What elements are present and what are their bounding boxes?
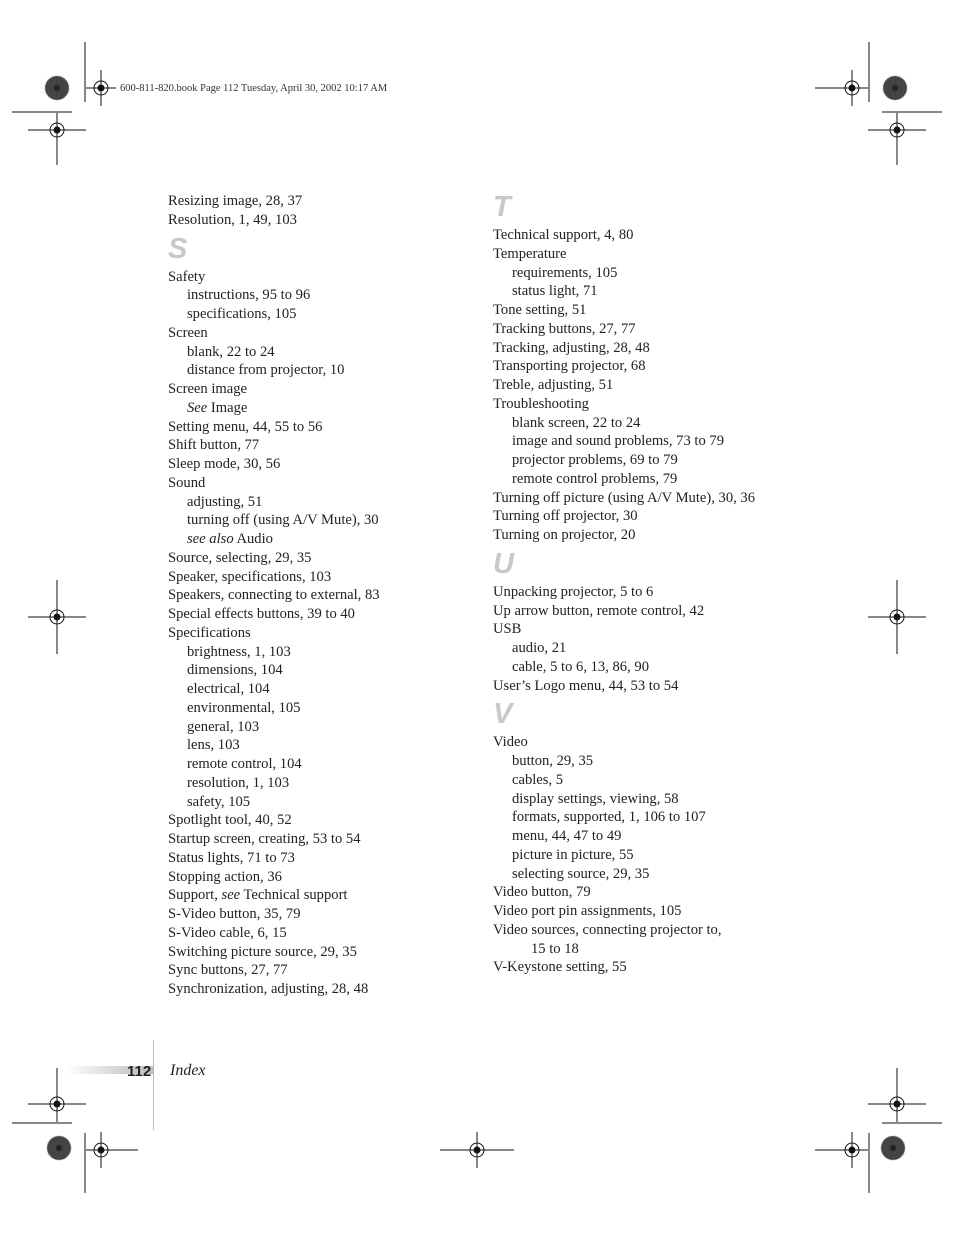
- registration-target-icon: [868, 580, 926, 654]
- index-entry: Transporting projector, 68: [493, 358, 646, 375]
- index-subentry: selecting source, 29, 35: [512, 865, 650, 882]
- star-target-icon: [881, 1136, 905, 1160]
- index-subentry: cables, 5: [512, 771, 564, 788]
- index-subentry: electrical, 104: [187, 681, 270, 697]
- index-entry: Turning off picture (using A/V Mute), 30, 36: [493, 489, 756, 506]
- index-entry: Speakers, connecting to external, 83: [168, 587, 380, 604]
- index-subentry: projector problems, 69 to 79: [512, 452, 678, 468]
- index-entry: Video sources, connecting projector to,: [493, 921, 722, 938]
- book-header-info: 600-811-820.book Page 112 Tuesday, April 30, 2002 10:17 AM: [120, 83, 388, 94]
- index-subentry: remote control, 104: [187, 756, 302, 772]
- index-subentry: See Image: [187, 399, 248, 416]
- index-subentry: cable, 5 to 6, 13, 86, 90: [512, 658, 649, 675]
- index-entry: Video port pin assignments, 105: [493, 903, 682, 919]
- index-entry: Troubleshooting: [493, 395, 589, 412]
- index-entry: Safety: [168, 268, 206, 285]
- registration-target-icon: [440, 1132, 514, 1168]
- index-entry: Synchronization, adjusting, 28, 48: [168, 981, 369, 997]
- index-subentry: dimensions, 104: [187, 662, 283, 679]
- index-entry: S-Video button, 35, 79: [168, 906, 301, 922]
- star-target-icon: [883, 76, 907, 100]
- section-name: Index: [170, 1062, 206, 1079]
- index-subentry: lens, 103: [187, 737, 240, 754]
- index-subentry: turning off (using A/V Mute), 30: [187, 512, 379, 529]
- index-subentry: audio, 21: [512, 640, 567, 656]
- index-entry: S-Video cable, 6, 15: [168, 924, 287, 941]
- index-subentry: resolution, 1, 103: [187, 774, 290, 791]
- index-subentry: button, 29, 35: [512, 753, 594, 769]
- index-entry: Turning off projector, 30: [493, 508, 638, 525]
- index-subentry: blank screen, 22 to 24: [512, 414, 641, 431]
- index-entry: Stopping action, 36: [168, 868, 282, 885]
- index-subentry: instructions, 95 to 96: [187, 287, 311, 304]
- index-letter-heading: U: [493, 547, 514, 580]
- index-subentry: display settings, viewing, 58: [512, 790, 679, 807]
- index-entry: Unpacking projector, 5 to 6: [493, 583, 654, 600]
- index-subentry: distance from projector, 10: [187, 362, 345, 379]
- index-entry: Setting menu, 44, 55 to 56: [168, 418, 323, 435]
- index-subentry: safety, 105: [187, 793, 251, 810]
- index-subentry: brightness, 1, 103: [187, 643, 291, 660]
- index-entry: Startup screen, creating, 53 to 54: [168, 831, 361, 847]
- index-entry: Turning on projector, 20: [493, 527, 636, 543]
- index-subentry: environmental, 105: [187, 699, 301, 716]
- index-entry: Tracking buttons, 27, 77: [493, 320, 636, 337]
- page-number: 112: [127, 1063, 152, 1080]
- index-entry: 15 to 18: [531, 940, 579, 957]
- index-subentry: requirements, 105: [512, 264, 618, 281]
- index-subentry: adjusting, 51: [187, 493, 263, 510]
- index-entry: Screen image: [168, 381, 248, 397]
- index-entry: Technical support, 4, 80: [493, 227, 634, 243]
- index-entry: USB: [493, 621, 522, 638]
- index-entry: Specifications: [168, 624, 251, 641]
- index-subentry: general, 103: [187, 718, 260, 735]
- index-entry: Video: [493, 734, 528, 751]
- index-entry: Source, selecting, 29, 35: [168, 549, 312, 566]
- registration-target-icon: [815, 70, 868, 106]
- registration-target-icon: [86, 1132, 138, 1168]
- index-subentry: menu, 44, 47 to 49: [512, 828, 622, 844]
- index-subentry: picture in picture, 55: [512, 846, 634, 863]
- index-entry: Special effects buttons, 39 to 40: [168, 606, 355, 622]
- index-subentry: remote control problems, 79: [512, 470, 678, 487]
- registration-target-icon: [868, 113, 926, 165]
- index-entry: Sync buttons, 27, 77: [168, 962, 288, 979]
- index-entry: Speaker, specifications, 103: [168, 568, 332, 585]
- index-entry: Tone setting, 51: [493, 302, 587, 318]
- index-entry: Temperature: [493, 245, 567, 262]
- star-target-icon: [47, 1136, 71, 1160]
- registration-target-icon: [815, 1132, 868, 1168]
- index-entry: Tracking, adjusting, 28, 48: [493, 339, 650, 356]
- index-subentry: see also Audio: [187, 531, 273, 547]
- registration-target-icon: [86, 70, 116, 106]
- index-letter-heading: V: [493, 698, 513, 731]
- registration-target-icon: [28, 1068, 86, 1122]
- index-entry: Resolution, 1, 49, 103: [168, 211, 297, 228]
- registration-target-icon: [868, 1068, 926, 1122]
- registration-target-icon: [28, 580, 86, 654]
- index-entry: Video button, 79: [493, 884, 591, 901]
- index-entry: Resizing image, 28, 37: [168, 193, 303, 209]
- index-subentry: formats, supported, 1, 106 to 107: [512, 809, 706, 826]
- registration-target-icon: [28, 113, 86, 165]
- star-target-icon: [45, 76, 69, 100]
- index-subentry: blank, 22 to 24: [187, 343, 275, 360]
- index-letter-heading: T: [493, 191, 511, 223]
- index-entry: Sleep mode, 30, 56: [168, 456, 281, 472]
- index-subentry: status light, 71: [512, 283, 598, 300]
- index-entry: Switching picture source, 29, 35: [168, 943, 357, 960]
- index-entry: Treble, adjusting, 51: [493, 377, 614, 393]
- index-entry: User’s Logo menu, 44, 53 to 54: [493, 677, 679, 694]
- index-entry: Spotlight tool, 40, 52: [168, 812, 292, 829]
- index-entry: Support, see Technical support: [168, 887, 348, 904]
- index-entry: V-Keystone setting, 55: [493, 959, 627, 976]
- index-entry: Screen: [168, 324, 208, 341]
- index-entry: Up arrow button, remote control, 42: [493, 602, 705, 619]
- index-subentry: specifications, 105: [187, 306, 297, 322]
- index-subentry: image and sound problems, 73 to 79: [512, 433, 724, 450]
- index-entry: Shift button, 77: [168, 437, 260, 454]
- index-entry: Sound: [168, 474, 206, 491]
- index-letter-heading: S: [168, 232, 188, 265]
- index-entry: Status lights, 71 to 73: [168, 849, 295, 866]
